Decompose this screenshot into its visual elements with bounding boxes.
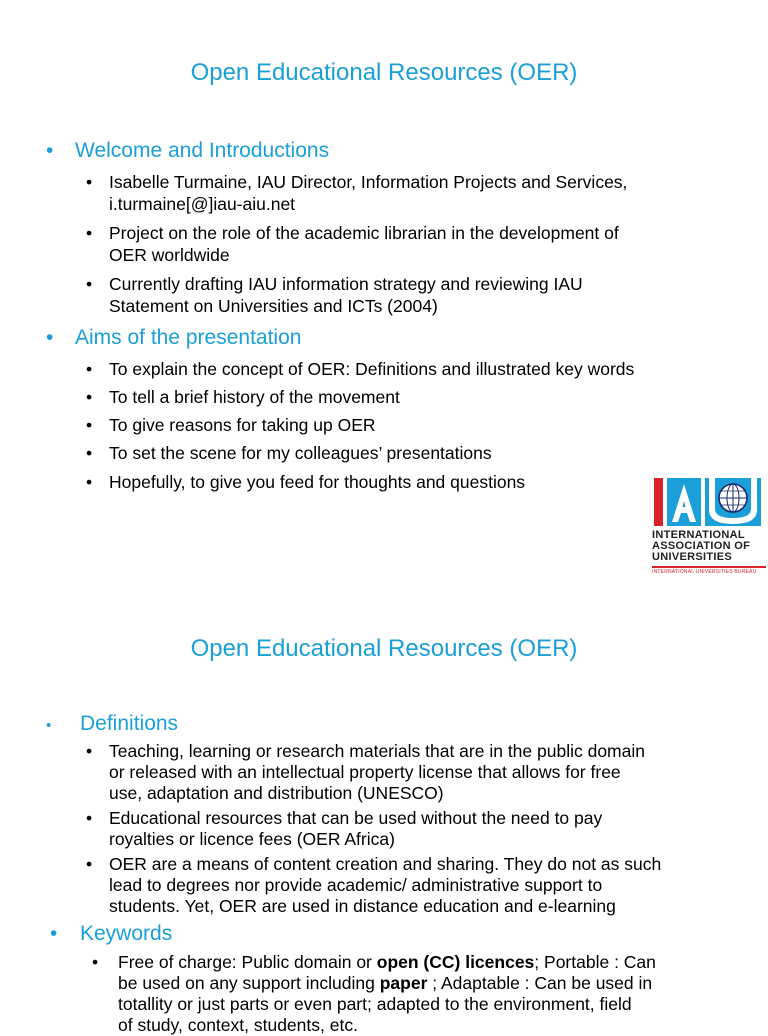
bullet: • [86, 443, 93, 463]
bullet: • [86, 741, 93, 761]
logo-rule [652, 566, 766, 568]
bullet: • [92, 952, 99, 972]
bullet: • [86, 387, 93, 407]
iau-logo [652, 476, 766, 576]
bold-run: paper [379, 973, 428, 993]
text-run: ; Adaptable : Can be used in [427, 973, 653, 993]
bullet: • [86, 359, 93, 379]
item-line: To set the scene for my colleagues’ presentations [109, 443, 492, 463]
item-line [118, 973, 656, 994]
item-line: Isabelle Turmaine, IAU Director, Information Projects and Services, [109, 172, 628, 192]
item-line: Currently drafting IAU information strategy and reviewing IAU [109, 274, 583, 294]
slide-2 [0, 576, 768, 1035]
bullet: • [46, 326, 54, 349]
item-line: use, adaptation and distribution (UNESCO) [109, 783, 444, 803]
item-line: To explain the concept of OER: Definitions and illustrated key words [109, 359, 635, 379]
bullet: • [86, 472, 93, 492]
logo-line: INTERNATIONAL [652, 529, 745, 541]
item-line: Teaching, learning or research materials that are in the public domain [109, 741, 645, 761]
bullet: • [86, 415, 93, 435]
item-line: To tell a brief history of the movement [109, 387, 400, 407]
item-line: lead to degrees nor provide academic/ administrative support to [109, 875, 603, 895]
bold-run: open (CC) licences [376, 952, 535, 972]
bullet: • [46, 139, 54, 162]
item-line: royalties or licence fees (OER Africa) [109, 829, 395, 849]
item-line: Project on the role of the academic librarian in the development of [109, 223, 619, 243]
item-line: or released with an intellectual property license that allows for free [109, 762, 621, 782]
item-line: totallity or just parts or even part; adapted to the environment, field [118, 994, 632, 1014]
item-line: of study, context, students, etc. [118, 1015, 358, 1035]
bullet: • [50, 922, 58, 945]
item-line: students. Yet, OER are used in distance education and e-learning [109, 896, 616, 916]
bullet: • [46, 717, 52, 734]
bullet: • [86, 808, 93, 828]
section-heading: Welcome and Introductions [75, 139, 330, 162]
logo-subline: INTERNATIONAL UNIVERSITIES BUREAU [652, 569, 757, 575]
bullet: • [86, 172, 93, 192]
logo-line: ASSOCIATION OF [652, 540, 751, 552]
item-line: Statement on Universities and ICTs (2004) [109, 296, 438, 316]
item-line: OER are a means of content creation and sharing. They do not as such [109, 854, 662, 874]
logo-line: UNIVERSITIES [652, 551, 733, 563]
item-line: Hopefully, to give you feed for thoughts and questions [109, 472, 526, 492]
item-line: Educational resources that can be used without the need to pay [109, 808, 603, 828]
text-run: ; Portable : Can [534, 952, 656, 972]
bullet: • [86, 274, 93, 294]
iau-logo-mark-icon [654, 476, 764, 528]
slide-2-title: Open Educational Resources (OER) [190, 635, 578, 662]
slide-1-title: Open Educational Resources (OER) [190, 59, 578, 86]
section-heading: Definitions [80, 712, 179, 735]
text-run: be used on any support including [118, 973, 380, 993]
item-line [118, 952, 656, 973]
text-run: Free of charge: Public domain or [118, 952, 377, 972]
item-line: To give reasons for taking up OER [109, 415, 376, 435]
section-heading: Keywords [80, 922, 173, 945]
item-line: OER worldwide [109, 245, 230, 265]
bullet: • [86, 223, 93, 243]
item-line: i.turmaine[@]iau-aiu.net [109, 194, 296, 214]
bullet: • [86, 854, 93, 874]
section-heading: Aims of the presentation [75, 326, 302, 349]
